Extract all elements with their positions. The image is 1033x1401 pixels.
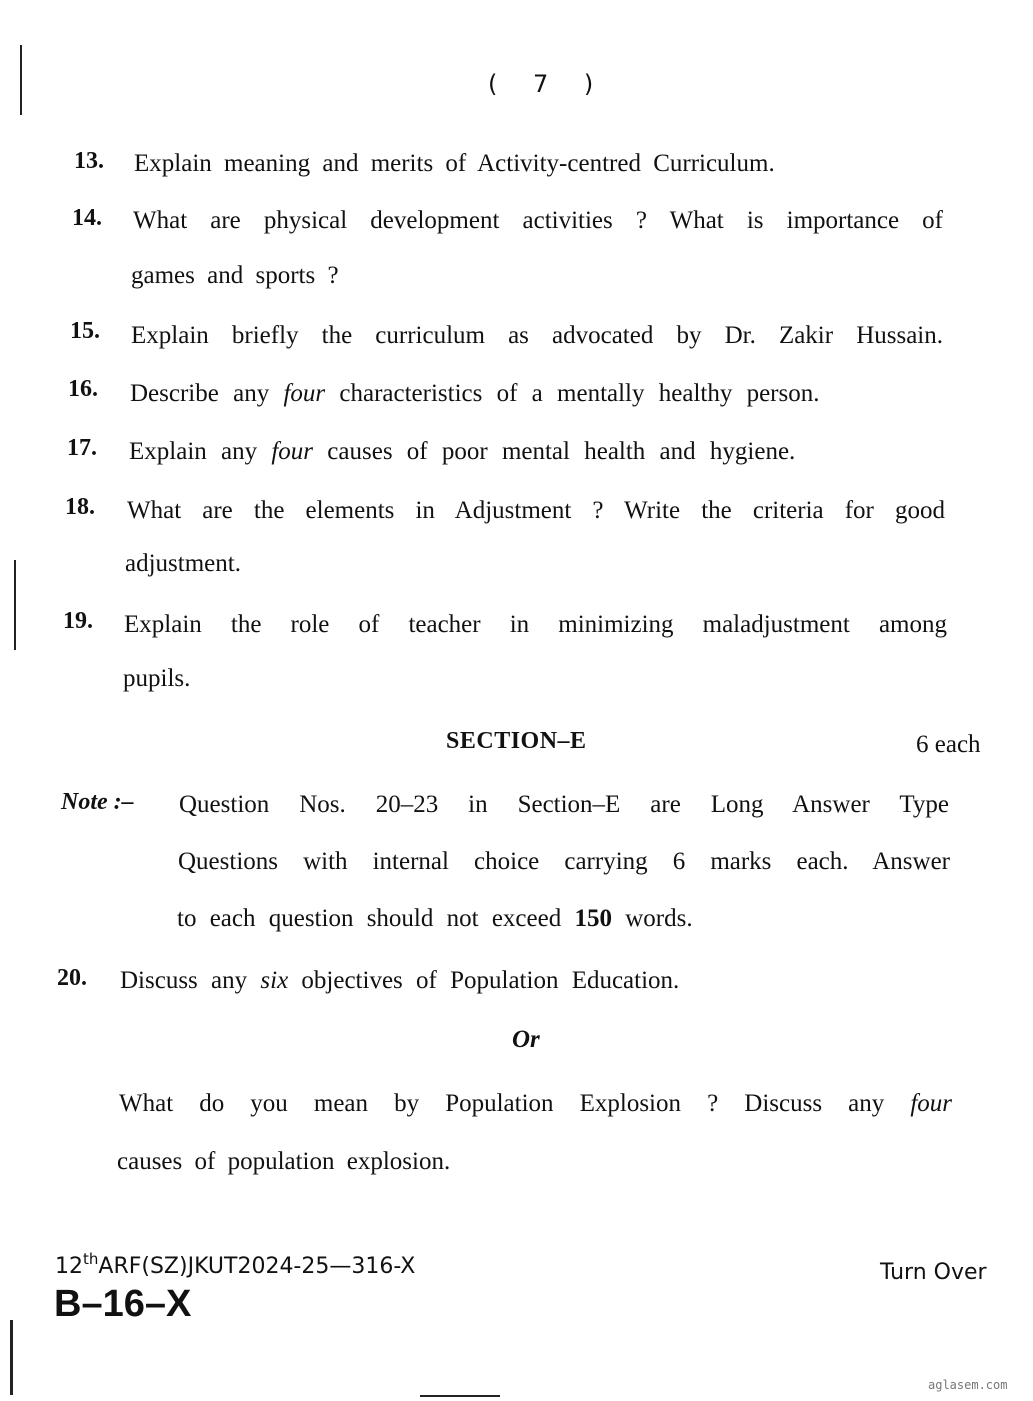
question-text (129, 438, 795, 466)
question-text-part: characteristics of a mentally healthy person. (325, 380, 820, 407)
paper-code-rest: ARF(SZ)JKUT2024-25—316-X (98, 1254, 416, 1279)
question-text (119, 1090, 952, 1118)
question-number: 15. (70, 318, 100, 344)
note-text: Question Nos. 20–23 in Section–E are Long Answer Type (179, 791, 949, 818)
question-text: adjustment. (125, 550, 241, 577)
question-text: What are the elements in Adjustment ? Write the criteria for good (127, 497, 945, 524)
question-text-part: Explain any (129, 438, 272, 465)
emphasis: four (283, 380, 326, 407)
question-text-part: Discuss any (120, 967, 261, 994)
question-text: causes of population explosion. (117, 1148, 451, 1175)
question-text-part: causes of poor mental health and hygiene. (313, 438, 796, 465)
emphasis: four (910, 1090, 952, 1117)
scan-mark (420, 1395, 500, 1397)
paper-code-sup: th (83, 1250, 99, 1268)
question-text-part: What do you mean by Population Explosion ? Discuss any (119, 1090, 911, 1117)
question-number: 17. (67, 435, 97, 461)
emphasis: six (260, 967, 289, 994)
question-number: 13. (74, 148, 104, 174)
note-text-part: words. (611, 905, 693, 932)
question-number: 18. (65, 494, 95, 520)
question-text-part: objectives of Population Education. (288, 967, 680, 994)
turn-over: Turn Over (880, 1260, 987, 1285)
question-text: Explain briefly the curriculum as advocated by Dr. Zakir Hussain. (131, 322, 943, 349)
scan-mark (10, 1320, 13, 1395)
question-number: 20. (57, 965, 87, 991)
question-text-part: Describe any (130, 380, 284, 407)
question-number: 19. (63, 608, 93, 634)
question-text: pupils. (123, 665, 191, 692)
paper-code-prefix: 12 (55, 1254, 83, 1279)
emphasis: four (271, 438, 314, 465)
note-label: Note :– (61, 789, 134, 815)
question-text (120, 967, 679, 995)
booklet-code: B–16–X (54, 1283, 192, 1325)
question-text: What are physical development activities ? What is importance of (133, 207, 943, 234)
question-text (130, 380, 820, 408)
question-text: Explain meaning and merits of Activity-centred Curriculum. (134, 150, 775, 177)
watermark: aglasem.com (928, 1378, 1008, 1392)
scan-mark (14, 560, 16, 650)
page-number: ( 7 ) (488, 70, 608, 98)
scan-mark (20, 45, 22, 115)
note-text: Questions with internal choice carrying 6 marks each. Answer (178, 848, 950, 875)
question-text: games and sports ? (131, 262, 339, 289)
question-number: 16. (68, 376, 98, 402)
or-separator: Or (512, 1026, 540, 1053)
question-text: Explain the role of teacher in minimizing maladjustment among (124, 611, 947, 638)
paper-code (55, 1250, 415, 1279)
word-limit: 150 (574, 905, 612, 932)
question-number: 14. (72, 205, 102, 231)
note-text-part: to each question should not exceed (177, 905, 575, 932)
section-title: SECTION–E (446, 728, 587, 754)
section-marks: 6 each (916, 731, 981, 758)
note-text (177, 905, 693, 933)
